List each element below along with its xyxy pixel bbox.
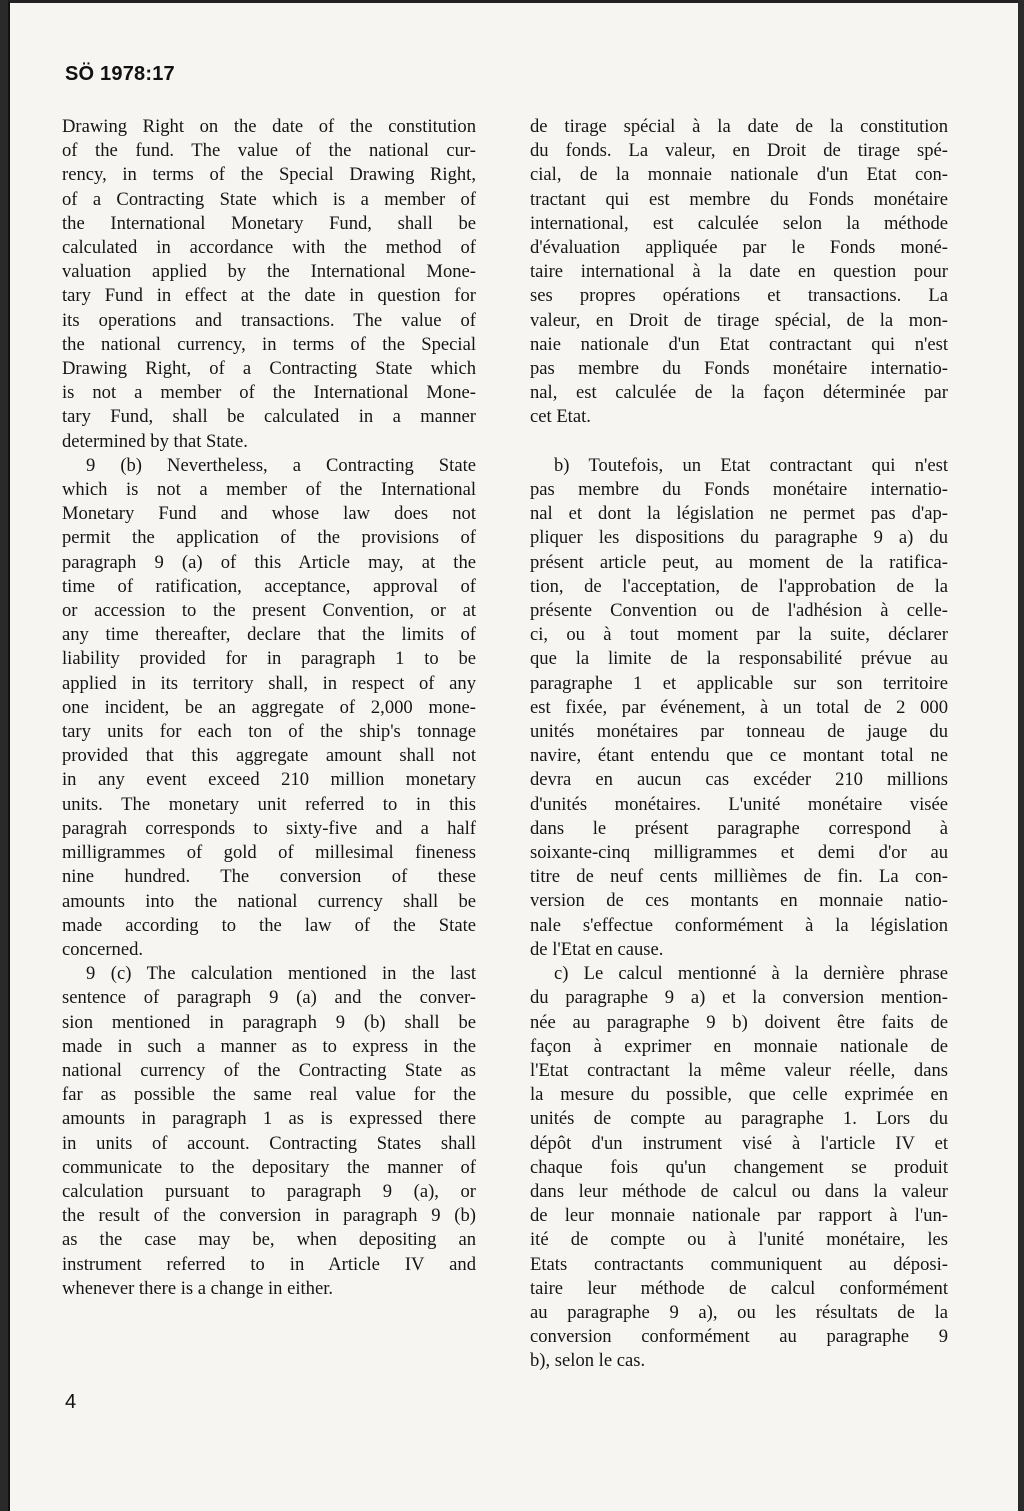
text-line: paragrah corresponds to sixty-five and a half	[62, 817, 476, 839]
text-line: présente Convention ou de l'adhésion à celle-	[530, 600, 948, 622]
text-line: de leur monnaie nationale par rapport à l'un-	[530, 1205, 948, 1227]
text-line	[530, 430, 948, 454]
text-line: permit the application of the provisions of	[62, 527, 476, 549]
text-line: sentence of paragraph 9 (a) and the conver-	[62, 987, 476, 1009]
text-line: Drawing Right on the date of the constitution	[62, 116, 476, 137]
text-line: paragraphe 1 et applicable sur son territoire	[530, 672, 948, 694]
text-line: national currency of the Contracting State as	[62, 1059, 476, 1081]
text-line: navire, étant entendu que ce montant total ne	[530, 745, 948, 767]
text-line: du fonds. La valeur, en Droit de tirage spé-	[530, 140, 948, 162]
text-line: cial, de la monnaie nationale d'un Etat con-	[530, 164, 948, 186]
text-line: made according to the law of the State	[62, 914, 476, 936]
text-line: liability provided for in paragraph 1 to be	[62, 648, 476, 670]
text-line: applied in its territory shall, in respect of any	[62, 672, 476, 694]
text-line: dans leur méthode de calcul ou dans la valeur	[530, 1180, 948, 1202]
text-line: soixante-cinq milligrammes et demi d'or au	[530, 842, 948, 864]
text-line: nal, est calculée de la façon déterminée par	[530, 382, 948, 404]
text-line: b), selon le cas.	[530, 1350, 646, 1372]
text-line: any time thereafter, declare that the limits of	[62, 624, 476, 646]
text-line: made in such a manner as to express in the	[62, 1035, 476, 1057]
text-line: in units of account. Contracting States shall	[62, 1132, 476, 1154]
text-line: valuation applied by the International Mone-	[62, 261, 476, 283]
text-line: tractant qui est membre du Fonds monétaire	[530, 188, 948, 210]
text-line: tary units for each ton of the ship's tonnage	[62, 721, 476, 743]
text-line: pas membre du Fonds monétaire internatio-	[530, 358, 948, 380]
text-line: far as possible the same real value for the	[62, 1084, 476, 1106]
text-line: unités de compte au paragraphe 1. Lors du	[530, 1108, 948, 1130]
english-text-column	[62, 115, 476, 1301]
text-line: pas membre du Fonds monétaire internatio-	[530, 479, 948, 501]
text-line: Monetary Fund and whose law does not	[62, 503, 476, 525]
text-line: of the fund. The value of the national cur-	[62, 140, 476, 162]
text-line: de l'Etat en cause.	[530, 938, 664, 960]
text-line: nale s'effectue conformément à la législation	[530, 914, 948, 936]
text-line: ses propres opérations et transactions. La	[530, 285, 948, 307]
text-line: time of ratification, acceptance, approval of	[62, 575, 476, 597]
text-line: amounts into the national currency shall be	[62, 890, 476, 912]
text-line: conversion conformément au paragraphe 9	[530, 1326, 948, 1348]
text-line: que la limite de la responsabilité prévue au	[530, 648, 948, 670]
text-line: units. The monetary unit referred to in this	[62, 793, 476, 815]
text-line: d'unités monétaires. L'unité monétaire visée	[530, 793, 948, 815]
text-line: is not a member of the International Mone-	[62, 382, 476, 404]
text-line: communicate to the depositary the manner of	[62, 1156, 476, 1178]
text-line: la mesure du possible, que celle exprimée en	[530, 1084, 948, 1106]
text-line: 9 (b) Nevertheless, a Contracting State	[86, 454, 476, 476]
text-line: est fixée, par événement, à un total de 2 000	[530, 696, 948, 718]
text-line: international, est calculée selon la méthode	[530, 212, 948, 234]
text-line: in any event exceed 210 million monetary	[62, 769, 476, 791]
text-line: the national currency, in terms of the Special	[62, 333, 476, 355]
text-line: Etats contractants communiquent au déposi-	[530, 1253, 948, 1275]
text-line: its operations and transactions. The value of	[62, 309, 476, 331]
page-number: 4	[65, 1391, 77, 1413]
text-line: nal et dont la législation ne permet pas d'ap-	[530, 503, 948, 525]
text-line: of a Contracting State which is a member of	[62, 188, 476, 210]
text-line: calculated in accordance with the method of	[62, 237, 476, 259]
text-line: ité de compte ou à l'unité monétaire, les	[530, 1229, 948, 1251]
text-line: façon à exprimer en monnaie nationale de	[530, 1035, 948, 1057]
text-line: pliquer les dispositions du paragraphe 9 a) du	[530, 527, 948, 549]
text-line: 9 (c) The calculation mentioned in the last	[86, 963, 476, 985]
text-line: Drawing Right, of a Contracting State which	[62, 358, 476, 380]
text-line: tary Fund, shall be calculated in a manner	[62, 406, 476, 428]
text-line: milligrammes of gold of millesimal fineness	[62, 842, 476, 864]
text-line: concerned.	[62, 938, 144, 960]
text-line: rency, in terms of the Special Drawing Right,	[62, 164, 476, 186]
text-line: amounts in paragraph 1 as is expressed there	[62, 1108, 476, 1130]
text-line: tion, de l'acceptation, de l'approbation de la	[530, 575, 948, 597]
text-line: valeur, en Droit de tirage spécial, de la mon-	[530, 309, 948, 331]
text-line: unités monétaires par tonneau de jauge du	[530, 721, 948, 743]
text-line: b) Toutefois, un Etat contractant qui n'est	[554, 454, 948, 476]
text-line: instrument referred to in Article IV and	[62, 1253, 476, 1275]
text-line: du paragraphe 9 a) et la conversion mention-	[530, 987, 948, 1009]
text-line: dépôt d'un instrument visé à l'article IV et	[530, 1132, 948, 1154]
document-page	[8, 0, 1018, 1511]
text-line: taire international à la date en question pour	[530, 261, 948, 283]
text-line: cet Etat.	[530, 406, 591, 428]
text-line: sion mentioned in paragraph 9 (b) shall be	[62, 1011, 476, 1033]
text-line: naie nationale d'un Etat contractant qui n'est	[530, 333, 948, 355]
text-line: chaque fois qu'un changement se produit	[530, 1156, 948, 1178]
text-line: the International Monetary Fund, shall be	[62, 212, 476, 234]
text-line: dans le présent paragraphe correspond à	[530, 817, 948, 839]
text-line: ci, ou à tout moment par la suite, déclarer	[530, 624, 948, 646]
text-line: the result of the conversion in paragraph 9 (b)	[62, 1205, 476, 1227]
text-line: which is not a member of the International	[62, 479, 476, 501]
text-line: de tirage spécial à la date de la constitution	[530, 116, 948, 137]
text-line: provided that this aggregate amount shall not	[62, 745, 476, 767]
text-line: l'Etat contractant la même valeur réelle, dans	[530, 1059, 948, 1081]
text-line: one incident, be an aggregate of 2,000 mone-	[62, 696, 476, 718]
text-line: née au paragraphe 9 b) doivent être faits de	[530, 1011, 948, 1033]
text-line: calculation pursuant to paragraph 9 (a), or	[62, 1180, 476, 1202]
text-line: devra en aucun cas excéder 210 millions	[530, 769, 948, 791]
text-line: version de ces montants en monnaie natio-	[530, 890, 948, 912]
text-line: c) Le calcul mentionné à la dernière phrase	[554, 963, 948, 985]
text-line: or accession to the present Convention, or at	[62, 600, 476, 622]
text-line: taire leur méthode de calcul conformément	[530, 1277, 948, 1299]
document-reference: SÖ 1978:17	[65, 63, 175, 85]
text-line: as the case may be, when depositing an	[62, 1229, 476, 1251]
text-line: whenever there is a change in either.	[62, 1277, 334, 1299]
text-line: au paragraphe 9 a), ou les résultats de la	[530, 1301, 948, 1323]
text-line: nine hundred. The conversion of these	[62, 866, 476, 888]
text-line: d'évaluation appliquée par le Fonds moné-	[530, 237, 948, 259]
text-line: tary Fund in effect at the date in question for	[62, 285, 476, 307]
text-line: determined by that State.	[62, 430, 248, 452]
french-text-column	[530, 115, 948, 1374]
text-line: paragraph 9 (a) of this Article may, at the	[62, 551, 476, 573]
text-line: titre de neuf cents millièmes de fin. La con-	[530, 866, 948, 888]
text-line: présent article peut, au moment de la ratifica-	[530, 551, 948, 573]
